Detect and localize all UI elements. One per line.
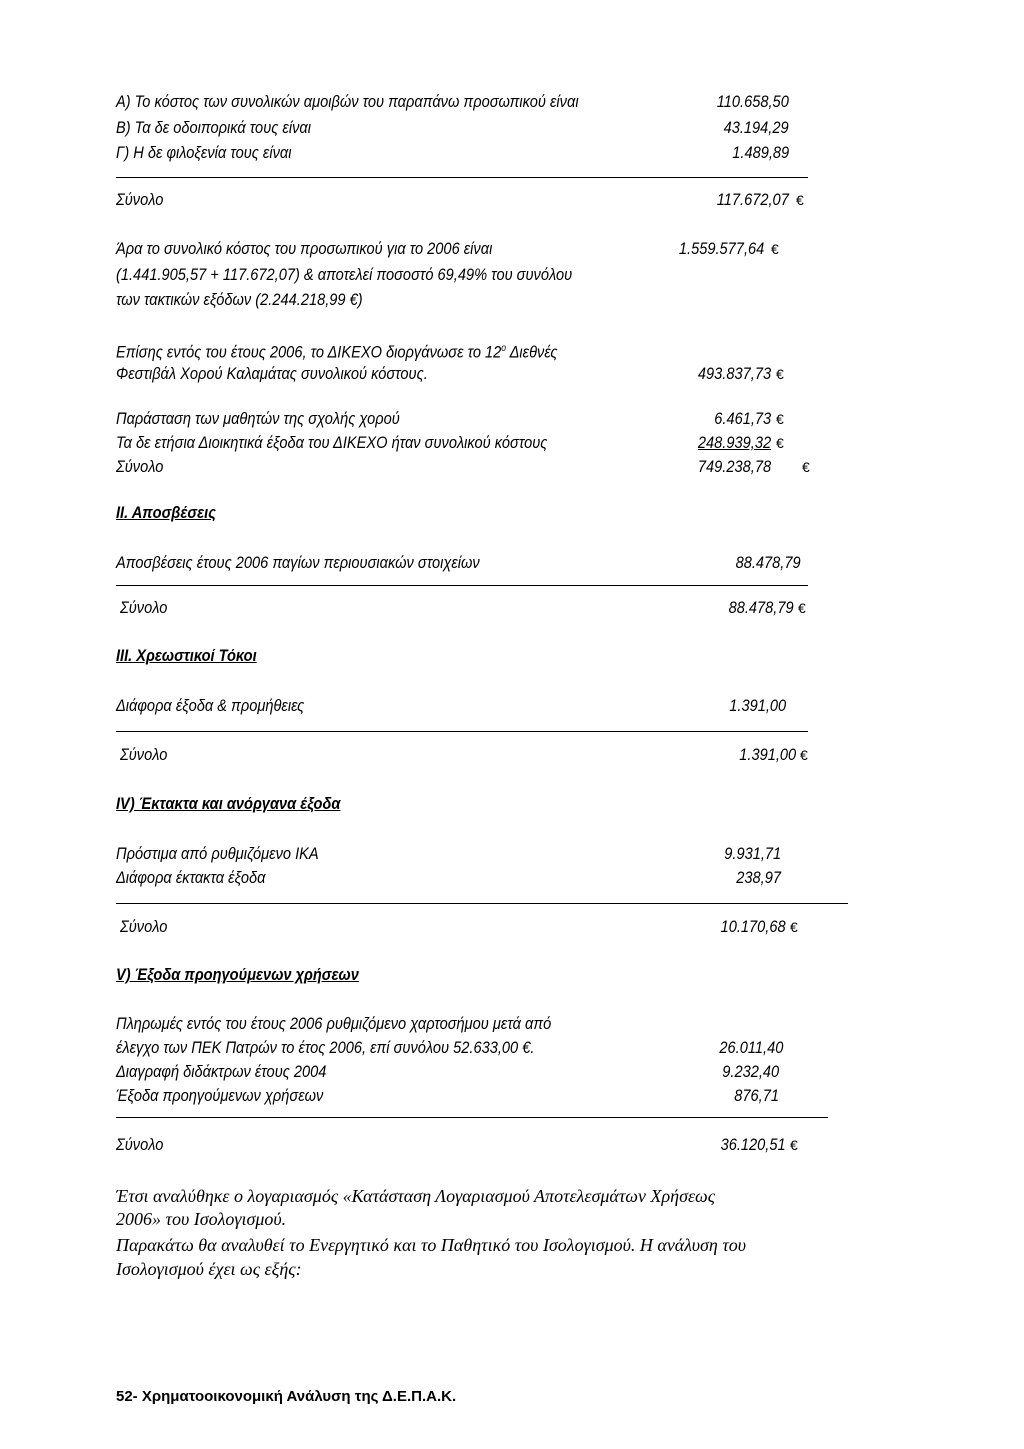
divider <box>116 177 808 178</box>
sum1-label: Σύνολο <box>116 190 164 209</box>
section-heading: V) Έξοδα προηγούμενων χρήσεων <box>116 965 359 984</box>
admin-label: Τα δε ετήσια Διοικητικά έξοδα του ΔΙΚΕΧΟ ήταν συνολικού κόστους <box>116 433 548 452</box>
section4-sum-value: 10.170,68 <box>720 917 786 936</box>
line-b-label: Β) Τα δε οδοιπορικά τους είναι <box>116 118 311 137</box>
euro-sign: € <box>776 411 784 427</box>
show-value: 6.461,73 <box>714 409 771 428</box>
section3-sum-value: 1.391,00 <box>739 745 796 764</box>
section5-item1-value: 26.011,40 <box>719 1038 783 1057</box>
euro-sign: € <box>790 919 798 935</box>
section5-item1-line2: έλεγχο των ΠΕΚ Πατρών το έτος 2006, επί συνόλου 52.633,00 €. <box>116 1038 535 1057</box>
section5-item2-label: Διαγραφή διδάκτρων έτους 2004 <box>116 1062 327 1081</box>
section4-item1-value: 9.931,71 <box>724 844 781 863</box>
closing-line1: Έτσι αναλύθηκε ο λογαριασμός «Κατάσταση Λογαριασμού Αποτελεσμάτων Χρήσεως <box>116 1186 716 1206</box>
admin-value: 248.939,32 <box>697 433 771 452</box>
section5-sum-label: Σύνολο <box>116 1135 164 1154</box>
sum2-label: Σύνολο <box>116 457 164 476</box>
section2-sum-value: 88.478,79 <box>728 598 794 617</box>
section3-sum-label: Σύνολο <box>120 745 168 764</box>
line-c-value: 1.489,89 <box>732 143 789 162</box>
line-a-label: Α) Το κόστος των συνολικών αμοιβών του παραπάνω προσωπικού είναι <box>116 92 579 111</box>
line-c-label: Γ) Η δε φιλοξενία τους είναι <box>116 143 292 162</box>
euro-sign: € <box>776 366 784 382</box>
euro-sign: € <box>796 192 804 208</box>
section2-item-label: Αποσβέσεις έτους 2006 παγίων περιουσιακών στοιχείων <box>116 553 480 572</box>
section-heading: ΙΙ. Αποσβέσεις <box>116 503 216 522</box>
section2-sum-label: Σύνολο <box>120 598 168 617</box>
divider <box>116 903 848 904</box>
section2-item-value: 88.478,79 <box>735 553 801 572</box>
euro-sign: € <box>771 241 779 257</box>
sum1-value: 117.672,07 <box>716 190 789 209</box>
divider <box>116 731 808 732</box>
line-a-value: 110.658,50 <box>716 92 789 111</box>
total-line3: των τακτικών εξόδων (2.244.218,99 €) <box>116 290 363 309</box>
section4-item2-value: 238,97 <box>736 868 781 887</box>
section4-item1-label: Πρόστιμα από ρυθμιζόμενο ΙΚΑ <box>116 844 319 863</box>
closing-line2: 2006» του Ισολογισμού. <box>116 1209 287 1229</box>
euro-sign: € <box>800 747 808 763</box>
line-b-value: 43.194,29 <box>723 118 789 137</box>
festival-line2: Φεστιβάλ Χορού Καλαμάτας συνολικού κόστους. <box>116 364 428 383</box>
closing-line3: Παρακάτω θα αναλυθεί το Ενεργητικό και το Παθητικό του Ισολογισμού. Η ανάλυση του <box>116 1235 747 1255</box>
euro-sign: € <box>790 1137 798 1153</box>
euro-sign: € <box>798 600 806 616</box>
divider <box>116 1117 828 1118</box>
section4-sum-label: Σύνολο <box>120 917 168 936</box>
euro-sign: € <box>802 459 810 475</box>
closing-line4: Ισολογισμού έχει ως εξής: <box>116 1259 302 1279</box>
section4-item2-label: Διάφορα έκτακτα έξοδα <box>116 868 266 887</box>
total-label: Άρα το συνολικό κόστος του προσωπικού για το 2006 είναι <box>116 239 493 258</box>
festival-value: 493.837,73 <box>697 364 771 383</box>
section3-item-label: Διάφορα έξοδα & προμήθειες <box>116 696 305 715</box>
section3-item-value: 1.391,00 <box>729 696 786 715</box>
section5-sum-value: 36.120,51 <box>720 1135 786 1154</box>
section5-item1-line1: Πληρωμές εντός του έτους 2006 ρυθμιζόμενο χαρτοσήμου μετά από <box>116 1014 552 1033</box>
section-heading: IV) Έκτακτα και ανόργανα έξοδα <box>116 794 341 813</box>
section5-item3-label: Έξοδα προηγούμενων χρήσεων <box>116 1086 324 1105</box>
section5-item2-value: 9.232,40 <box>722 1062 779 1081</box>
total-value: 1.559.577,64 <box>678 239 764 258</box>
sum2-value: 749.238,78 <box>697 457 771 476</box>
festival-line1: Επίσης εντός του έτους 2006, το ΔΙΚΕΧΟ διοργάνωσε το $12^o$ Διεθνές <box>116 342 558 362</box>
total-line2: (1.441.905,57 + 117.672,07) & αποτελεί ποσοστό 69,49% του συνόλου <box>116 265 573 284</box>
page-footer: 52- Χρηματοοικονομική Ανάλυση της Δ.Ε.Π.Α.Κ. <box>116 1388 457 1405</box>
euro-sign: € <box>776 435 784 451</box>
divider <box>116 585 808 586</box>
section-heading: ΙΙΙ. Χρεωστικοί Τόκοι <box>116 646 257 665</box>
section5-item3-value: 876,71 <box>734 1086 779 1105</box>
show-label: Παράσταση των μαθητών της σχολής χορού <box>116 409 400 428</box>
